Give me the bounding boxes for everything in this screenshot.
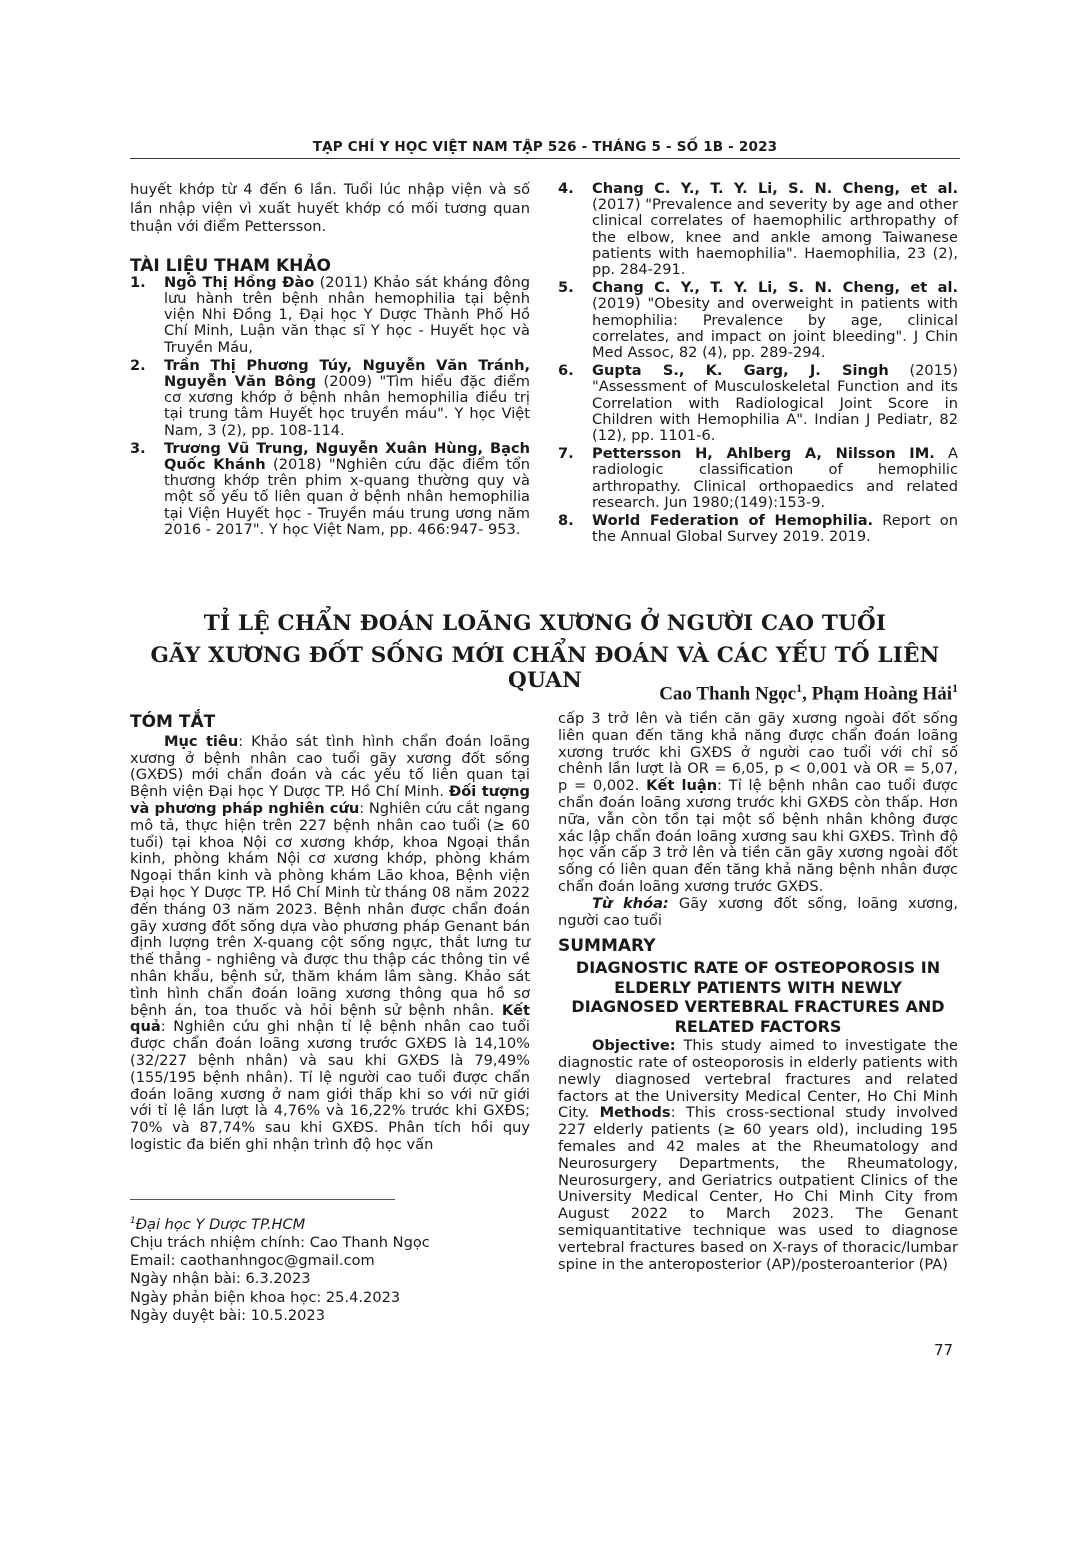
received-date: Ngày nhận bài: 6.3.2023 [130, 1270, 311, 1288]
page-number: 77 [934, 1341, 954, 1359]
prev-article-left-column [130, 181, 530, 540]
journal-header: TẠP CHÍ Y HỌC VIỆT NAM TẬP 526 - THÁNG 5 - SỐ 1B - 2023 [312, 139, 778, 155]
reference-item: 4. Chang C. Y., T. Y. Li, S. N. Cheng, et al. (2017) "Prevalence and severity by age and other clinical correlates of haemophilic arthropathy of the elbow, knee and ankle among Taiwanese patients with haemophilia". Haemophilia, 23 (2), pp. 284-291. [558, 180, 958, 279]
abstract-left-column [130, 714, 530, 1154]
reference-item: 1. Ngô Thị Hồng Đào (2011) Khảo sát kháng đông lưu hành trên bệnh nhân hemophilia tại bệnh viện Nhi Đồng 1, Đại học Y Dược Thành Phố Hồ Chí Minh, Luận văn thạc sĩ Y học - Huyết học và Truyền Máu, [130, 273, 530, 356]
header-divider [130, 158, 960, 159]
reference-item: 3. Trương Vũ Trung, Nguyễn Xuân Hùng, Bạch Quốc Khánh (2018) "Nghiên cứu đặc điểm tổn thương khớp trên phim x-quang thường quy và một số yếu tố liên quan ở bệnh nhân hemophilia tại Viện Huyết học - Truyền máu trung ương năm 2016 - 2017". Y học Việt Nam, pp. 466:947- 953. [130, 439, 530, 538]
affiliation-marker: 1 [952, 681, 958, 695]
author-name: Cao Thanh Ngọc [659, 683, 797, 705]
review-date: Ngày phản biện khoa học: 25.4.2023 [130, 1288, 401, 1306]
author-email: Email: caothanhngoc@gmail.com [130, 1252, 375, 1270]
references-heading: TÀI LIỆU THAM KHẢO [130, 255, 331, 276]
article-title-line-2: GÃY XƯƠNG ĐỐT SỐNG MỚI CHẨN ĐOÁN VÀ CÁC YẾU TỐ LIÊN QUAN [150, 643, 940, 693]
reference-item: 7. Pettersson H, Ahlberg A, Nilsson IM. A radiologic classification of hemophilic arthropathy. Clinical orthopaedics and related research. Jun 1980;(149):153-9. [558, 445, 958, 511]
prev-conclusion-tail: huyết khớp từ 4 đến 6 lần. Tuổi lúc nhập viện và số lần nhập viện vì xuất huyết khớp có mối tương quan thuận với điểm Pettersson. [130, 181, 530, 235]
author-separator: , [802, 683, 812, 705]
author-name: Phạm Hoàng Hải [811, 683, 952, 705]
affiliation-marker: 1 [796, 681, 803, 695]
abstract-heading: TÓM TẮT [130, 712, 216, 732]
abstract-continuation: cấp 3 trở lên và tiền căn gãy xương ngoài đốt sống liên quan đến tăng khả năng được chẩn đoán loãng xương trước khi GXĐS ở người cao tuổi với chỉ số chênh lần lượt là OR = 6,05, p < 0,001 và OR = 5,07, p = 0,002. Kết luận: Tỉ lệ bệnh nhân cao tuổi được chẩn đoán loãng xương trước khi GXĐS còn thấp. Hơn nữa, vẫn còn tồn tại một số bệnh nhân không được xác lập chẩn đoán loãng xương sau khi GXĐS. Trình độ học vấn cấp 3 trở lên và tiền căn gãy xương ngoài đốt sống có liên quan đến tăng khả năng bệnh nhân được chẩn đoán loãng xương trước GXĐS. [558, 710, 958, 895]
english-abstract: Objective: This study aimed to investigate the diagnostic rate of osteoporosis in elderly patients with newly diagnosed vertebral fractures and related factors at the University Medical Center, Ho Chi Minh City. Methods: This cross-sectional study involved 227 elderly patients (≥ 60 years old), including 195 females and 42 males at the Rheumatology and Neurosurgery Departments, the Rheumatology, Neurosurgery, and Geriatrics outpatient Clinics of the University Medical Center, Ho Chi Minh City from August 2022 to March 2023. The Genant semiquantitative technique was used to diagnose vertebral fractures based on X-rays of thoracic/lumbar spine in the anteroposterior (AP)/posteroanterior (PA) [558, 1037, 958, 1273]
abstract-right-column [558, 711, 958, 1273]
accepted-date: Ngày duyệt bài: 10.5.2023 [130, 1306, 325, 1324]
reference-item: 8. World Federation of Hemophilia. Report on the Annual Global Survey 2019. 2019. [558, 512, 958, 546]
article-authors [659, 681, 958, 705]
keywords: Từ khóa: Gãy xương đốt sống, loãng xương, người cao tuổi [558, 894, 958, 929]
abstract-paragraph: Mục tiêu: Khảo sát tình hình chẩn đoán loãng xương ở bệnh nhân cao tuổi gãy xương đốt sống (GXĐS) mới chẩn đoán và các yếu tố liên quan tại Bệnh viện Đại học Y Dược TP. Hồ Chí Minh. Đối tượng và phương pháp nghiên cứu: Nghiên cứu cắt ngang mô tả, thực hiện trên 227 bệnh nhân cao tuổi (≥ 60 tuổi) tại khoa Nội cơ xương khớp, khoa Ngoại thần kinh, phòng khám Nội cơ xương khớp, phòng khám Ngoại thần kinh và phòng khám Lão khoa, Bệnh viện Đại học Y Dược TP. Hồ Chí Minh từ tháng 08 năm 2022 đến tháng 03 năm 2023. Bệnh nhân được chẩn đoán gãy xương đốt sống dựa vào phương pháp Genant bán định lượng trên X-quang cột sống ngực, thắt lưng tư thế thẳng - nghiêng và được thu thập các thông tin về nhân khẩu, bệnh sử, thăm khám lâm sàng. Khảo sát tình hình chẩn đoán loãng xương thông qua hồ sơ bệnh án, toa thuốc và hỏi bệnh sử bệnh nhân. Kết quả: Nghiên cứu ghi nhận tỉ lệ bệnh nhân cao tuổi được chẩn đoán loãng xương trước GXĐS là 14,10% (32/227 bệnh nhân) và sau khi GXĐS là 79,49% (155/195 bệnh nhân). Tỉ lệ người cao tuổi được chẩn đoán loãng xương ở nam giới thấp khi so với nữ giới với tỉ lệ lần lượt là 4,76% và 16,22% trước khi GXĐS; 70% và 87,74% sau khi GXĐS. Phân tích hồi quy logistic đa biến ghi nhận trình độ học vấn [130, 732, 530, 1153]
affiliation-note: $^1$Đại học Y Dược TP.HCM [130, 1215, 306, 1233]
prev-article-right-column [558, 181, 958, 547]
article-title-line-1: TỈ LỆ CHẨN ĐOÁN LOÃNG XƯƠNG Ở NGƯỜI CAO TUỔI [203, 611, 887, 636]
english-title: DIAGNOSTIC RATE OF OSTEOPOROSIS IN ELDERLY PATIENTS WITH NEWLY DIAGNOSED VERTEBRAL FRACTURES AND RELATED FACTORS [571, 958, 945, 1036]
reference-item: 5. Chang C. Y., T. Y. Li, S. N. Cheng, et al. (2019) "Obesity and overweight in patients with hemophilia: Prevalence by age, clinical correlates, and impact on joint bleeding". J Chin Med Assoc, 82 (4), pp. 289-294. [558, 279, 958, 362]
corresponding-author: Chịu trách nhiệm chính: Cao Thanh Ngọc [130, 1234, 430, 1252]
footnotes [130, 1212, 530, 1325]
footnote-divider [130, 1199, 395, 1200]
reference-item: 2. Trần Thị Phương Túy, Nguyễn Văn Tránh, Nguyễn Văn Bông (2009) "Tìm hiểu đặc điểm cơ xương khớp ở bệnh nhân hemophilia điều trị tại trung tâm Huyết học truyền máu". Y học Việt Nam, 3 (2), pp. 108-114. [130, 356, 530, 439]
summary-heading: SUMMARY [558, 936, 656, 957]
reference-item: 6. Gupta S., K. Garg, J. Singh (2015) "Assessment of Musculoskeletal Function and its Correlation with Radiological Joint Score in Children with Hemophilia A". Indian J Pediatr, 82 (12), pp. 1101-6. [558, 362, 958, 445]
